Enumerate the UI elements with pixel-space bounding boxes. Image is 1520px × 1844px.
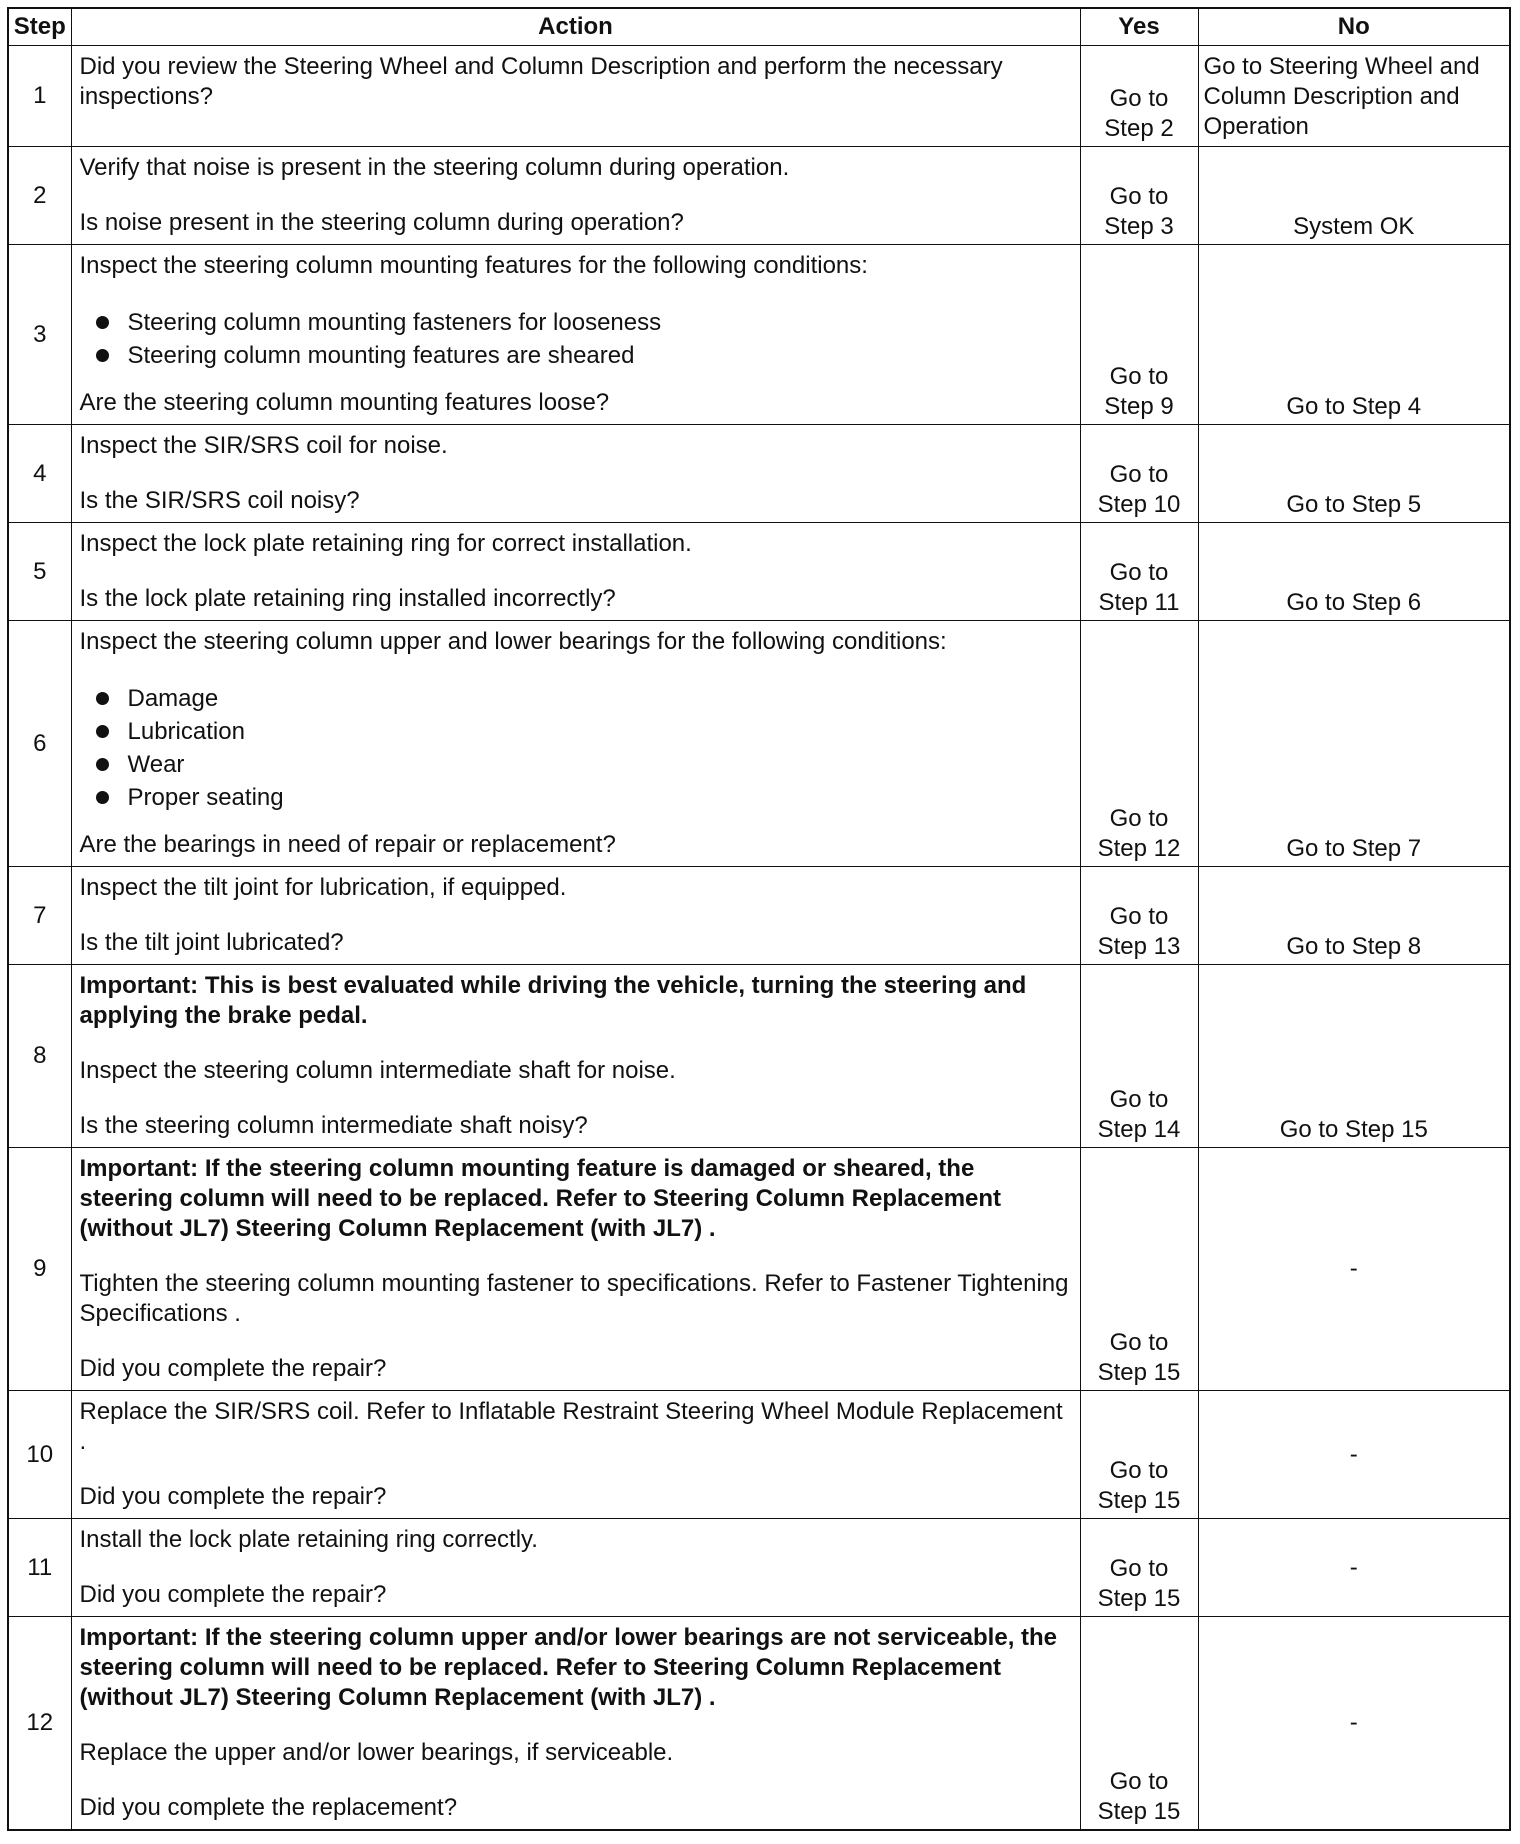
- action-cell: [71, 46, 1080, 147]
- yes-cell: [1080, 1391, 1198, 1519]
- yes-text: Step 15: [1097, 1487, 1181, 1514]
- yes-text: Go to: [1109, 1086, 1169, 1113]
- yes-cell: [1080, 621, 1198, 867]
- step-number: 12: [8, 1617, 71, 1831]
- header-row: [8, 8, 1510, 46]
- header-step: Step: [8, 8, 71, 46]
- action-text: Inspect the SIR/SRS coil for noise.: [79, 432, 448, 459]
- yes-cell: [1080, 46, 1198, 147]
- table-row: [8, 867, 1510, 965]
- yes-cell: [1080, 867, 1198, 965]
- action-text: Inspect the steering column intermediate shaft for noise.: [79, 1057, 676, 1084]
- action-cell: [71, 147, 1080, 245]
- no-cell: Go to Step 15: [1198, 965, 1510, 1148]
- table-body: [8, 46, 1510, 1831]
- condition-item: Wear: [128, 748, 1074, 781]
- table-row: [8, 621, 1510, 867]
- no-cell: Go to Step 4: [1198, 245, 1510, 425]
- no-cell: -: [1198, 1519, 1510, 1617]
- action-text: Replace the SIR/SRS coil. Refer to Inflatable Restraint Steering Wheel Module Replacement .: [79, 1398, 1063, 1455]
- table-row: [8, 1148, 1510, 1391]
- yes-cell: [1080, 523, 1198, 621]
- yes-text: Step 2: [1104, 115, 1174, 142]
- step-number: 4: [8, 425, 71, 523]
- condition-item: Steering column mounting fasteners for looseness: [128, 306, 1074, 339]
- step-number: 10: [8, 1391, 71, 1519]
- yes-text: Go to: [1109, 903, 1169, 930]
- action-cell: [71, 523, 1080, 621]
- yes-text: Step 15: [1097, 1359, 1181, 1386]
- table-row: [8, 147, 1510, 245]
- yes-text: Step 15: [1097, 1585, 1181, 1612]
- diagnostic-table: [7, 7, 1511, 1831]
- step-number: 6: [8, 621, 71, 867]
- yes-text: Go to: [1109, 461, 1169, 488]
- yes-cell: [1080, 1148, 1198, 1391]
- action-text: Did you complete the repair?: [79, 1581, 387, 1608]
- yes-cell: [1080, 425, 1198, 523]
- table-row: [8, 965, 1510, 1148]
- action-text: Did you review the Steering Wheel and Column Description and perform the necessary inspections?: [79, 53, 1003, 110]
- action-text: Is the lock plate retaining ring installed incorrectly?: [79, 585, 616, 612]
- table-row: [8, 245, 1510, 425]
- yes-text: Go to: [1109, 1555, 1169, 1582]
- yes-text: Go to: [1109, 183, 1169, 210]
- condition-list: [80, 682, 1074, 814]
- action-text: Is the tilt joint lubricated?: [79, 929, 344, 956]
- step-number: 2: [8, 147, 71, 245]
- table-row: [8, 1391, 1510, 1519]
- step-number: 7: [8, 867, 71, 965]
- action-text: Inspect the tilt joint for lubrication, if equipped.: [79, 874, 567, 901]
- yes-cell: [1080, 245, 1198, 425]
- header-action: Action: [71, 8, 1080, 46]
- action-text: Replace the upper and/or lower bearings, if serviceable.: [79, 1739, 674, 1766]
- no-cell: Go to Step 8: [1198, 867, 1510, 965]
- step-number: 8: [8, 965, 71, 1148]
- action-text: Install the lock plate retaining ring correctly.: [79, 1526, 538, 1553]
- yes-text: Step 13: [1097, 933, 1181, 960]
- step-number: 3: [8, 245, 71, 425]
- yes-text: Go to: [1109, 1768, 1169, 1795]
- condition-item: Proper seating: [128, 781, 1074, 814]
- action-text: Are the bearings in need of repair or replacement?: [79, 831, 616, 858]
- yes-text: Go to: [1109, 559, 1169, 586]
- action-cell: [71, 621, 1080, 867]
- step-number: 11: [8, 1519, 71, 1617]
- action-cell: [71, 965, 1080, 1148]
- condition-item: Steering column mounting features are sheared: [128, 339, 1074, 372]
- yes-cell: [1080, 965, 1198, 1148]
- table-row: [8, 425, 1510, 523]
- yes-cell: [1080, 1617, 1198, 1831]
- header-yes: Yes: [1080, 8, 1198, 46]
- yes-text: Go to: [1109, 1457, 1169, 1484]
- action-text: Inspect the steering column upper and lower bearings for the following conditions:: [79, 628, 947, 655]
- yes-text: Step 14: [1097, 1116, 1181, 1143]
- yes-text: Step 15: [1097, 1798, 1181, 1825]
- action-text: Verify that noise is present in the steering column during operation.: [79, 154, 790, 181]
- condition-item: Lubrication: [128, 715, 1074, 748]
- action-text: Inspect the steering column mounting features for the following conditions:: [79, 252, 868, 279]
- diagnostic-table-container: [7, 7, 1509, 1831]
- yes-text: Step 3: [1104, 213, 1174, 240]
- yes-text: Step 9: [1104, 393, 1174, 420]
- condition-item: Damage: [128, 682, 1074, 715]
- yes-text: Go to: [1109, 805, 1169, 832]
- action-cell: [71, 245, 1080, 425]
- yes-text: Step 12: [1097, 835, 1181, 862]
- no-cell: -: [1198, 1391, 1510, 1519]
- action-cell: [71, 867, 1080, 965]
- no-cell: Go to Step 5: [1198, 425, 1510, 523]
- action-text: Did you complete the replacement?: [79, 1794, 458, 1821]
- yes-text: Go to: [1109, 85, 1169, 112]
- table-row: [8, 1617, 1510, 1831]
- action-cell: [71, 425, 1080, 523]
- condition-list: [80, 306, 1074, 372]
- action-text: Inspect the lock plate retaining ring for correct installation.: [79, 530, 692, 557]
- action-text: Is the steering column intermediate shaft noisy?: [79, 1112, 588, 1139]
- action-cell: [71, 1519, 1080, 1617]
- yes-text: Go to: [1109, 363, 1169, 390]
- important-note: Important: This is best evaluated while driving the vehicle, turning the steering and applying the brake pedal.: [79, 972, 1027, 1029]
- action-text: Is the SIR/SRS coil noisy?: [79, 487, 360, 514]
- action-text: Are the steering column mounting features loose?: [79, 389, 610, 416]
- no-cell: -: [1198, 1617, 1510, 1831]
- action-cell: [71, 1391, 1080, 1519]
- step-number: 5: [8, 523, 71, 621]
- yes-cell: [1080, 1519, 1198, 1617]
- important-note: Important: If the steering column upper and/or lower bearings are not serviceable, the steering column will need to be replaced. Refer to Steering Column Replacement (without JL7) Steering Column Replacement (with JL7) .: [79, 1624, 1058, 1711]
- action-text: Tighten the steering column mounting fastener to specifications. Refer to Fastener Tightening Specifications .: [79, 1270, 1069, 1327]
- no-cell: -: [1198, 1148, 1510, 1391]
- no-cell: Go to Step 7: [1198, 621, 1510, 867]
- action-text: Did you complete the repair?: [79, 1483, 387, 1510]
- table-row: [8, 46, 1510, 147]
- important-note: Important: If the steering column mounting feature is damaged or sheared, the steering column will need to be replaced. Refer to Steering Column Replacement (without JL7) Steering Column Replacement (with JL7) .: [79, 1155, 1002, 1242]
- yes-text: Step 11: [1098, 589, 1180, 616]
- no-cell: System OK: [1198, 147, 1510, 245]
- step-number: 1: [8, 46, 71, 147]
- table-row: [8, 1519, 1510, 1617]
- yes-text: Step 10: [1097, 491, 1181, 518]
- action-text: Did you complete the repair?: [79, 1355, 387, 1382]
- action-text: Is noise present in the steering column during operation?: [79, 209, 684, 236]
- header-no: No: [1198, 8, 1510, 46]
- yes-cell: [1080, 147, 1198, 245]
- step-number: 9: [8, 1148, 71, 1391]
- no-cell: Go to Step 6: [1198, 523, 1510, 621]
- table-row: [8, 523, 1510, 621]
- action-cell: [71, 1148, 1080, 1391]
- yes-text: Go to: [1109, 1329, 1169, 1356]
- no-cell: Go to Steering Wheel and Column Description and Operation: [1198, 46, 1510, 147]
- action-cell: [71, 1617, 1080, 1831]
